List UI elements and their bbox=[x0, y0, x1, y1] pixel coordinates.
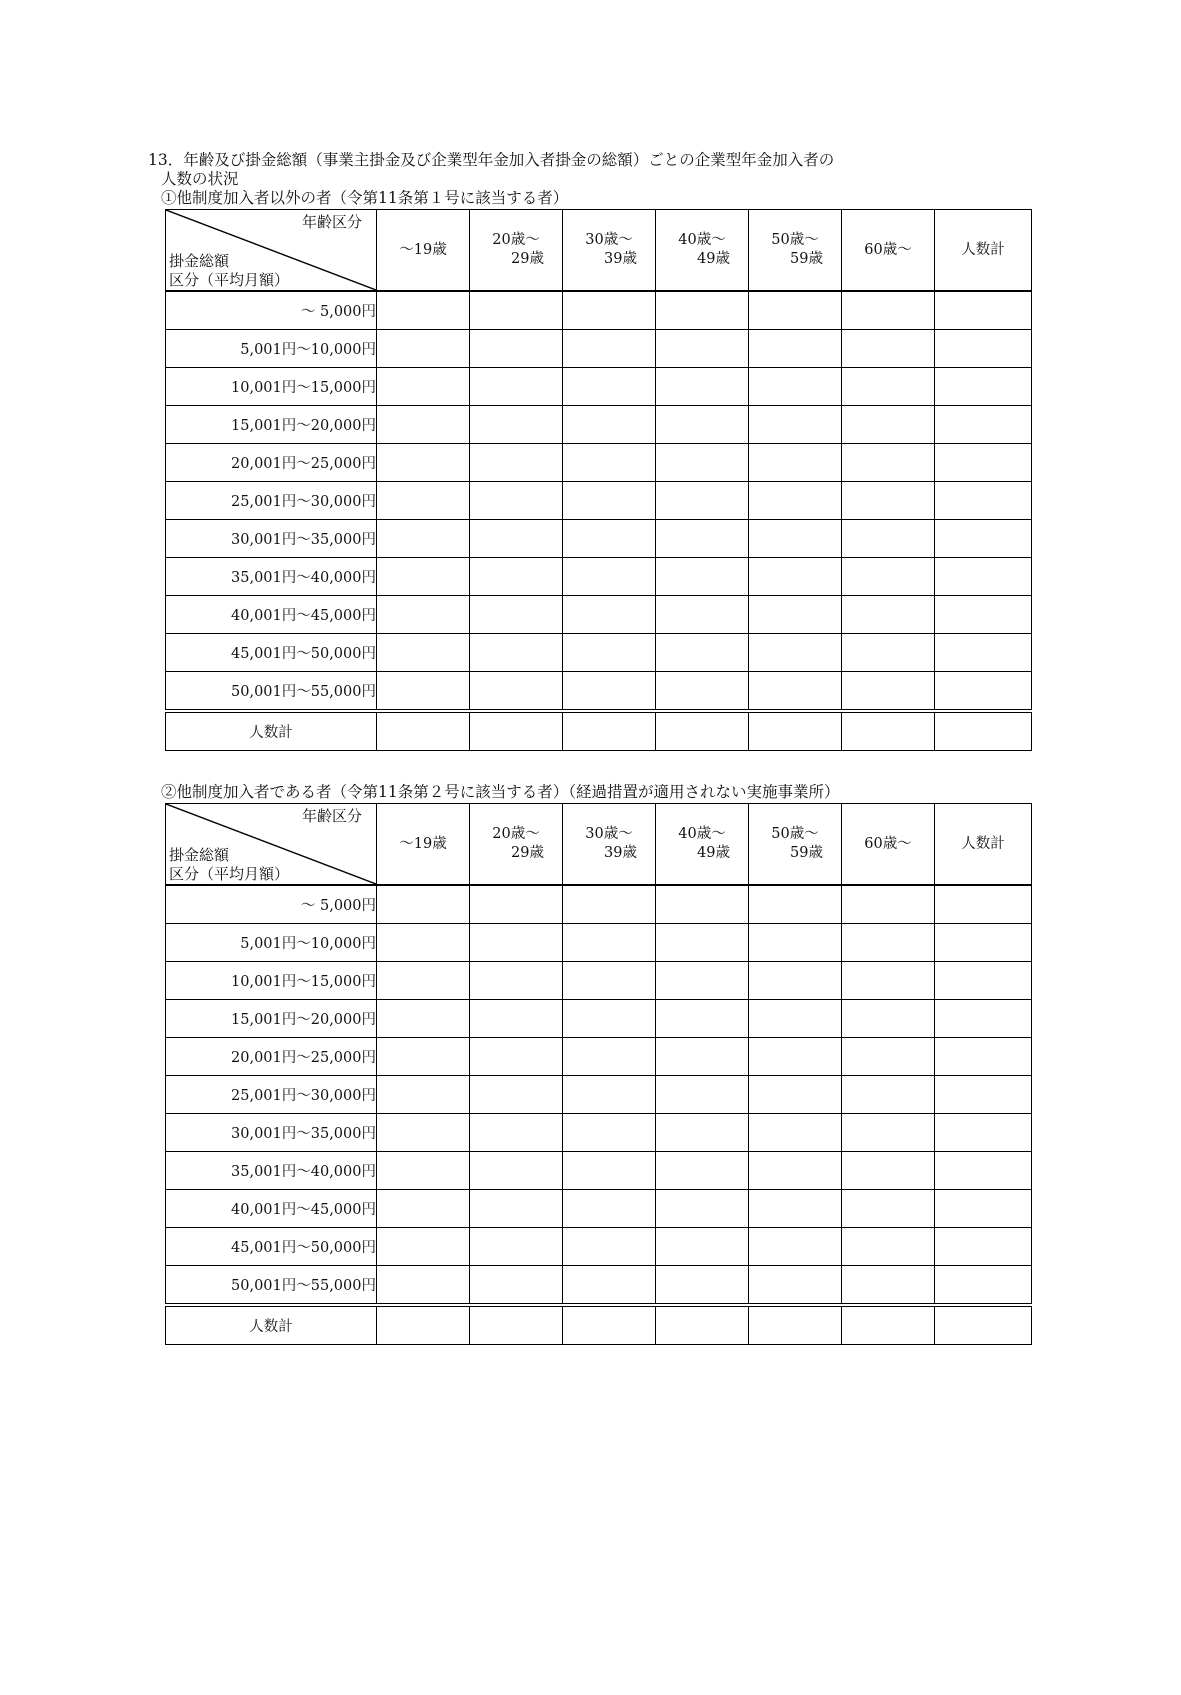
age-column-header bbox=[470, 210, 563, 292]
amount-range-label: ～ 5,000円 bbox=[166, 291, 377, 330]
count-cell[interactable] bbox=[656, 596, 749, 634]
age-column-header bbox=[656, 804, 749, 886]
count-cell[interactable] bbox=[470, 558, 563, 596]
table-row bbox=[166, 1152, 1032, 1190]
count-cell[interactable] bbox=[749, 1190, 842, 1228]
count-cell[interactable] bbox=[656, 444, 749, 482]
count-cell[interactable] bbox=[563, 444, 656, 482]
count-cell[interactable] bbox=[749, 482, 842, 520]
age-column-header-line1: 50歳～ bbox=[771, 826, 819, 842]
count-cell[interactable] bbox=[470, 1266, 563, 1306]
count-cell[interactable] bbox=[749, 672, 842, 712]
table-row bbox=[166, 596, 1032, 634]
count-cell[interactable] bbox=[563, 962, 656, 1000]
count-cell[interactable] bbox=[563, 520, 656, 558]
count-cell[interactable] bbox=[563, 1114, 656, 1152]
row-total-cell[interactable] bbox=[935, 482, 1032, 520]
count-cell[interactable] bbox=[563, 1076, 656, 1114]
amount-range-label: 20,001円～25,000円 bbox=[166, 444, 377, 482]
amount-range-label: 45,001円～50,000円 bbox=[166, 634, 377, 672]
count-cell[interactable] bbox=[656, 558, 749, 596]
count-cell[interactable] bbox=[563, 924, 656, 962]
count-cell[interactable] bbox=[656, 924, 749, 962]
column-total-cell[interactable] bbox=[842, 711, 935, 751]
count-cell[interactable] bbox=[470, 520, 563, 558]
count-cell[interactable] bbox=[842, 482, 935, 520]
count-cell[interactable] bbox=[377, 885, 470, 924]
amount-range-label: 50,001円～55,000円 bbox=[166, 1266, 377, 1306]
table-row bbox=[166, 1114, 1032, 1152]
age-column-header-line2: 39歳 bbox=[604, 845, 637, 861]
age-column-header-line1: ～19歳 bbox=[399, 241, 447, 258]
count-cell[interactable] bbox=[377, 1190, 470, 1228]
column-total-cell[interactable] bbox=[656, 711, 749, 751]
table-row bbox=[166, 482, 1032, 520]
corner-header-cell bbox=[166, 210, 377, 292]
monthly-average-label: 区分（平均月額） bbox=[169, 271, 290, 289]
count-cell[interactable] bbox=[377, 1228, 470, 1266]
count-cell[interactable] bbox=[377, 520, 470, 558]
table-row bbox=[166, 634, 1032, 672]
column-total-cell[interactable] bbox=[377, 711, 470, 751]
contribution-total-label: 掛金総額 bbox=[169, 252, 230, 270]
count-cell[interactable] bbox=[842, 444, 935, 482]
row-total-cell[interactable] bbox=[935, 1266, 1032, 1306]
count-cell[interactable] bbox=[842, 1152, 935, 1190]
count-cell[interactable] bbox=[377, 1114, 470, 1152]
amount-range-label: 40,001円～45,000円 bbox=[166, 1190, 377, 1228]
count-cell[interactable] bbox=[470, 1000, 563, 1038]
age-column-header bbox=[563, 804, 656, 886]
count-cell[interactable] bbox=[470, 634, 563, 672]
age-column-header-line2: 39歳 bbox=[604, 251, 637, 267]
count-cell[interactable] bbox=[470, 291, 563, 330]
total-row bbox=[166, 711, 1032, 751]
row-total-cell[interactable] bbox=[935, 406, 1032, 444]
count-cell[interactable] bbox=[842, 1000, 935, 1038]
count-cell[interactable] bbox=[749, 291, 842, 330]
grand-total-cell[interactable] bbox=[935, 711, 1032, 751]
column-total-cell[interactable] bbox=[563, 711, 656, 751]
count-cell[interactable] bbox=[842, 596, 935, 634]
count-cell[interactable] bbox=[377, 482, 470, 520]
table-2-title: ②他制度加入者である者（令第11条第２号に該当する者）（経過措置が適用されない実施事業所） bbox=[161, 783, 840, 801]
count-cell[interactable] bbox=[656, 1076, 749, 1114]
age-column-header-line1: 60歳～ bbox=[864, 241, 912, 258]
count-cell[interactable] bbox=[470, 1228, 563, 1266]
count-cell[interactable] bbox=[377, 634, 470, 672]
count-cell[interactable] bbox=[377, 924, 470, 962]
column-total-cell[interactable] bbox=[563, 1305, 656, 1345]
table-row bbox=[166, 1000, 1032, 1038]
count-cell[interactable] bbox=[656, 1228, 749, 1266]
table-row bbox=[166, 885, 1032, 924]
table-row bbox=[166, 1190, 1032, 1228]
age-column-header bbox=[377, 210, 470, 292]
count-cell[interactable] bbox=[842, 1038, 935, 1076]
count-cell[interactable] bbox=[470, 1152, 563, 1190]
count-cell[interactable] bbox=[749, 885, 842, 924]
amount-range-label: 10,001円～15,000円 bbox=[166, 962, 377, 1000]
amount-range-label: 20,001円～25,000円 bbox=[166, 1038, 377, 1076]
amount-range-label: 40,001円～45,000円 bbox=[166, 596, 377, 634]
count-cell[interactable] bbox=[563, 1038, 656, 1076]
amount-range-label: 25,001円～30,000円 bbox=[166, 482, 377, 520]
count-cell[interactable] bbox=[656, 634, 749, 672]
count-cell[interactable] bbox=[377, 444, 470, 482]
count-cell[interactable] bbox=[656, 962, 749, 1000]
count-cell[interactable] bbox=[470, 1076, 563, 1114]
section-heading-line2: 人数の状況 bbox=[161, 170, 239, 188]
age-column-header-line2: 59歳 bbox=[790, 251, 823, 267]
age-column-header-line2: 59歳 bbox=[790, 845, 823, 861]
amount-range-label: ～ 5,000円 bbox=[166, 885, 377, 924]
count-cell[interactable] bbox=[749, 330, 842, 368]
count-cell[interactable] bbox=[656, 291, 749, 330]
count-cell[interactable] bbox=[842, 962, 935, 1000]
header-row bbox=[166, 210, 1032, 292]
row-total-cell[interactable] bbox=[935, 330, 1032, 368]
age-column-header bbox=[749, 210, 842, 292]
count-cell[interactable] bbox=[842, 1114, 935, 1152]
age-column-header bbox=[563, 210, 656, 292]
count-cell[interactable] bbox=[470, 482, 563, 520]
table-row bbox=[166, 520, 1032, 558]
count-cell[interactable] bbox=[749, 444, 842, 482]
corner-header-cell bbox=[166, 804, 377, 886]
age-column-header bbox=[749, 804, 842, 886]
age-column-header-line1: 60歳～ bbox=[864, 835, 912, 852]
age-column-header-line1: ～19歳 bbox=[399, 835, 447, 852]
count-cell[interactable] bbox=[656, 368, 749, 406]
row-total-cell[interactable] bbox=[935, 634, 1032, 672]
age-category-label: 年齢区分 bbox=[301, 807, 362, 825]
count-cell[interactable] bbox=[842, 330, 935, 368]
count-cell[interactable] bbox=[377, 291, 470, 330]
count-cell[interactable] bbox=[656, 1266, 749, 1306]
table-row bbox=[166, 558, 1032, 596]
count-cell[interactable] bbox=[377, 368, 470, 406]
total-row bbox=[166, 1305, 1032, 1345]
count-cell[interactable] bbox=[842, 924, 935, 962]
count-cell[interactable] bbox=[470, 444, 563, 482]
age-category-label: 年齢区分 bbox=[301, 213, 362, 231]
count-cell[interactable] bbox=[377, 1038, 470, 1076]
amount-range-label: 30,001円～35,000円 bbox=[166, 520, 377, 558]
age-column-header bbox=[842, 210, 935, 292]
count-cell[interactable] bbox=[842, 368, 935, 406]
table-row bbox=[166, 1076, 1032, 1114]
count-cell[interactable] bbox=[563, 482, 656, 520]
age-column-header bbox=[842, 804, 935, 886]
table-row bbox=[166, 368, 1032, 406]
count-cell[interactable] bbox=[377, 1266, 470, 1306]
count-cell[interactable] bbox=[842, 885, 935, 924]
count-cell[interactable] bbox=[749, 520, 842, 558]
age-column-header bbox=[470, 804, 563, 886]
column-total-cell[interactable] bbox=[470, 711, 563, 751]
count-cell[interactable] bbox=[656, 1114, 749, 1152]
count-cell[interactable] bbox=[656, 406, 749, 444]
count-cell[interactable] bbox=[842, 558, 935, 596]
table-row bbox=[166, 672, 1032, 712]
count-cell[interactable] bbox=[656, 520, 749, 558]
table-1-title: ①他制度加入者以外の者（令第11条第１号に該当する者） bbox=[161, 189, 569, 207]
row-total-cell[interactable] bbox=[935, 962, 1032, 1000]
count-cell[interactable] bbox=[470, 885, 563, 924]
table-row bbox=[166, 291, 1032, 330]
count-cell[interactable] bbox=[563, 596, 656, 634]
count-cell[interactable] bbox=[749, 1266, 842, 1306]
count-cell[interactable] bbox=[377, 1076, 470, 1114]
count-cell[interactable] bbox=[470, 406, 563, 444]
count-cell[interactable] bbox=[656, 1152, 749, 1190]
count-cell[interactable] bbox=[563, 330, 656, 368]
count-cell[interactable] bbox=[377, 330, 470, 368]
row-total-cell[interactable] bbox=[935, 1076, 1032, 1114]
count-cell[interactable] bbox=[749, 634, 842, 672]
count-cell[interactable] bbox=[563, 1152, 656, 1190]
column-total-cell[interactable] bbox=[377, 1305, 470, 1345]
age-column-header-line1: 40歳～ bbox=[678, 826, 726, 842]
count-cell[interactable] bbox=[470, 596, 563, 634]
table-row bbox=[166, 406, 1032, 444]
count-cell[interactable] bbox=[470, 368, 563, 406]
count-cell[interactable] bbox=[842, 634, 935, 672]
header-row bbox=[166, 804, 1032, 886]
count-cell[interactable] bbox=[749, 1114, 842, 1152]
row-total-cell[interactable] bbox=[935, 291, 1032, 330]
row-total-cell[interactable] bbox=[935, 924, 1032, 962]
table-row bbox=[166, 1228, 1032, 1266]
row-total-cell[interactable] bbox=[935, 596, 1032, 634]
amount-range-label: 5,001円～10,000円 bbox=[166, 330, 377, 368]
count-cell[interactable] bbox=[842, 1228, 935, 1266]
count-cell[interactable] bbox=[749, 1228, 842, 1266]
amount-range-label: 45,001円～50,000円 bbox=[166, 1228, 377, 1266]
count-cell[interactable] bbox=[563, 672, 656, 712]
column-total-cell[interactable] bbox=[749, 1305, 842, 1345]
count-cell[interactable] bbox=[470, 962, 563, 1000]
count-cell[interactable] bbox=[470, 672, 563, 712]
count-cell[interactable] bbox=[749, 558, 842, 596]
column-total-cell[interactable] bbox=[842, 1305, 935, 1345]
row-total-cell[interactable] bbox=[935, 1038, 1032, 1076]
count-cell[interactable] bbox=[842, 291, 935, 330]
total-row-label: 人数計 bbox=[166, 1305, 377, 1345]
column-total-cell[interactable] bbox=[470, 1305, 563, 1345]
age-column-header-line1: 40歳～ bbox=[678, 232, 726, 248]
amount-range-label: 10,001円～15,000円 bbox=[166, 368, 377, 406]
amount-range-label: 35,001円～40,000円 bbox=[166, 1152, 377, 1190]
count-cell[interactable] bbox=[656, 330, 749, 368]
amount-range-label: 5,001円～10,000円 bbox=[166, 924, 377, 962]
age-column-header-line1: 20歳～ bbox=[492, 826, 540, 842]
count-cell[interactable] bbox=[842, 1266, 935, 1306]
amount-range-label: 25,001円～30,000円 bbox=[166, 1076, 377, 1114]
count-cell[interactable] bbox=[377, 406, 470, 444]
age-column-header-line1: 30歳～ bbox=[585, 232, 633, 248]
row-total-cell[interactable] bbox=[935, 1228, 1032, 1266]
count-cell[interactable] bbox=[563, 291, 656, 330]
count-cell[interactable] bbox=[656, 1000, 749, 1038]
count-cell[interactable] bbox=[563, 1190, 656, 1228]
section-heading: 13．年齢及び掛金総額（事業主掛金及び企業型年金加入者掛金の総額）ごとの企業型年金加入者の bbox=[148, 151, 835, 169]
total-row-label: 人数計 bbox=[166, 711, 377, 751]
row-total-cell[interactable] bbox=[935, 444, 1032, 482]
count-cell[interactable] bbox=[749, 924, 842, 962]
count-cell[interactable] bbox=[656, 1038, 749, 1076]
count-cell[interactable] bbox=[377, 596, 470, 634]
age-column-header-line1: 50歳～ bbox=[771, 232, 819, 248]
amount-range-label: 15,001円～20,000円 bbox=[166, 1000, 377, 1038]
count-cell[interactable] bbox=[563, 634, 656, 672]
count-cell[interactable] bbox=[842, 672, 935, 712]
row-total-cell[interactable] bbox=[935, 1190, 1032, 1228]
count-cell[interactable] bbox=[377, 1152, 470, 1190]
table-row bbox=[166, 1038, 1032, 1076]
count-cell[interactable] bbox=[842, 1076, 935, 1114]
row-total-cell[interactable] bbox=[935, 368, 1032, 406]
row-total-cell[interactable] bbox=[935, 558, 1032, 596]
count-cell[interactable] bbox=[377, 672, 470, 712]
count-cell[interactable] bbox=[470, 1190, 563, 1228]
count-cell[interactable] bbox=[563, 885, 656, 924]
count-cell[interactable] bbox=[470, 924, 563, 962]
age-column-header-line1: 20歳～ bbox=[492, 232, 540, 248]
count-cell[interactable] bbox=[656, 1190, 749, 1228]
age-column-header-line2: 49歳 bbox=[697, 845, 730, 861]
amount-range-label: 30,001円～35,000円 bbox=[166, 1114, 377, 1152]
table-row bbox=[166, 924, 1032, 962]
count-cell[interactable] bbox=[749, 1000, 842, 1038]
row-total-cell[interactable] bbox=[935, 520, 1032, 558]
age-column-header-line2: 49歳 bbox=[697, 251, 730, 267]
count-cell[interactable] bbox=[842, 406, 935, 444]
count-cell[interactable] bbox=[563, 406, 656, 444]
amount-range-label: 50,001円～55,000円 bbox=[166, 672, 377, 712]
age-column-header-line2: 29歳 bbox=[511, 251, 544, 267]
row-total-cell[interactable] bbox=[935, 1000, 1032, 1038]
count-cell[interactable] bbox=[656, 482, 749, 520]
row-total-cell[interactable] bbox=[935, 1114, 1032, 1152]
row-total-cell[interactable] bbox=[935, 885, 1032, 924]
column-total-cell[interactable] bbox=[749, 711, 842, 751]
count-cell[interactable] bbox=[749, 368, 842, 406]
count-cell[interactable] bbox=[563, 1266, 656, 1306]
count-cell[interactable] bbox=[563, 1228, 656, 1266]
count-cell[interactable] bbox=[377, 962, 470, 1000]
count-cell[interactable] bbox=[842, 520, 935, 558]
total-column-header: 人数計 bbox=[935, 210, 1032, 292]
count-cell[interactable] bbox=[563, 1000, 656, 1038]
row-total-cell[interactable] bbox=[935, 1152, 1032, 1190]
count-cell[interactable] bbox=[470, 1038, 563, 1076]
amount-range-label: 15,001円～20,000円 bbox=[166, 406, 377, 444]
table-row bbox=[166, 962, 1032, 1000]
count-cell[interactable] bbox=[749, 596, 842, 634]
count-cell[interactable] bbox=[749, 1076, 842, 1114]
count-cell[interactable] bbox=[842, 1190, 935, 1228]
count-cell[interactable] bbox=[377, 1000, 470, 1038]
table-row bbox=[166, 444, 1032, 482]
column-total-cell[interactable] bbox=[656, 1305, 749, 1345]
age-column-header-line1: 30歳～ bbox=[585, 826, 633, 842]
count-cell[interactable] bbox=[563, 368, 656, 406]
contribution-total-label: 掛金総額 bbox=[169, 846, 230, 864]
count-cell[interactable] bbox=[470, 330, 563, 368]
row-total-cell[interactable] bbox=[935, 672, 1032, 712]
count-cell[interactable] bbox=[377, 558, 470, 596]
grand-total-cell[interactable] bbox=[935, 1305, 1032, 1345]
table-row bbox=[166, 330, 1032, 368]
age-column-header-line2: 29歳 bbox=[511, 845, 544, 861]
table-1 bbox=[165, 209, 1032, 751]
age-column-header bbox=[656, 210, 749, 292]
age-column-header bbox=[377, 804, 470, 886]
count-cell[interactable] bbox=[656, 885, 749, 924]
monthly-average-label: 区分（平均月額） bbox=[169, 865, 290, 883]
total-column-header: 人数計 bbox=[935, 804, 1032, 886]
table-2 bbox=[165, 803, 1032, 1345]
count-cell[interactable] bbox=[749, 962, 842, 1000]
table-row bbox=[166, 1266, 1032, 1306]
count-cell[interactable] bbox=[749, 406, 842, 444]
count-cell[interactable] bbox=[470, 1114, 563, 1152]
count-cell[interactable] bbox=[749, 1038, 842, 1076]
amount-range-label: 35,001円～40,000円 bbox=[166, 558, 377, 596]
count-cell[interactable] bbox=[749, 1152, 842, 1190]
count-cell[interactable] bbox=[656, 672, 749, 712]
count-cell[interactable] bbox=[563, 558, 656, 596]
